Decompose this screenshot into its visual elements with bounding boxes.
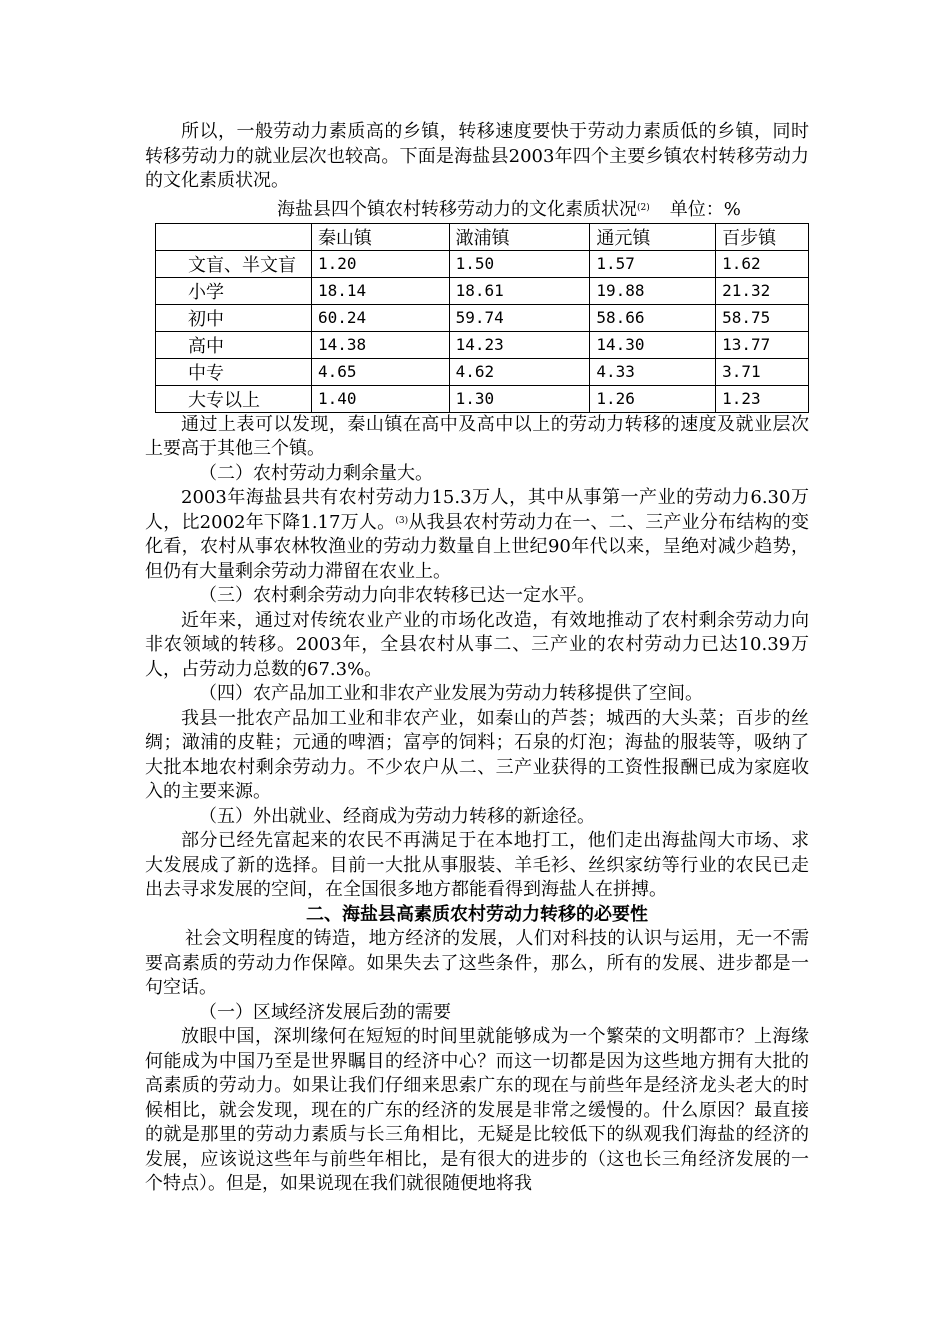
table-cell: 21.32 xyxy=(716,277,809,304)
section-5-title: （五）外出就业、经商成为劳动力转移的新途径。 xyxy=(199,805,595,827)
table-cell: 1.26 xyxy=(590,385,716,412)
table-row xyxy=(156,277,809,304)
table-cell: 1.57 xyxy=(590,250,716,277)
section-2-body-part-a: 2003年海盐县共有农村劳动力15.3万人，其中从事第一产业的劳动力6.30万人，比2002年下降1.17万人。 xyxy=(145,487,809,533)
row-label: 文盲、半文盲 xyxy=(156,250,312,277)
table-cell: 4.62 xyxy=(449,358,590,385)
table-cell: 1.62 xyxy=(716,250,809,277)
table-row xyxy=(156,358,809,385)
table-conclusion-paragraph: 通过上表可以发现，秦山镇在高中及高中以上的劳动力转移的速度及就业层次上要高于其他三个镇。 xyxy=(145,413,809,459)
table-cell: 1.23 xyxy=(716,385,809,412)
footnote-marker: (3) xyxy=(395,515,409,526)
section-2-body-part-b: 从我县农村劳动力在一、二、三产业分布结构的变化看，农村从事农林牧渔业的劳动力数量自上世纪90年代以来，呈绝对减少趋势，但仍有大量剩余劳动力滞留在农业上。 xyxy=(145,511,809,582)
section-2-body xyxy=(145,486,809,584)
table-header-row xyxy=(156,223,809,250)
table-cell: 14.23 xyxy=(449,331,590,358)
table-row xyxy=(156,304,809,331)
table-cell: 1.50 xyxy=(449,250,590,277)
table-cell: 19.88 xyxy=(590,277,716,304)
section-5-body: 部分已经先富起来的农民不再满足于在本地打工，他们走出海盐闯大市场、求大发展成了新的选择。目前一大批从事服装、羊毛衫、丝织家纺等行业的农民已走出去寻求发展的空间，在全国很多地方都能看得到海盐人在拼搏。 xyxy=(145,830,809,900)
table-cell: 4.65 xyxy=(311,358,449,385)
row-label: 初中 xyxy=(156,304,312,331)
table-cell: 18.14 xyxy=(311,277,449,304)
section-4-body: 我县一批农产品加工业和非农产业，如秦山的芦荟；城西的大头菜；百步的丝绸；澉浦的皮鞋；元通的啤酒；富亭的饲料；石泉的灯泡；海盐的服装等，吸纳了大批本地农村剩余劳动力。不少农户从二、三产业获得的工资性报酬已成为家庭收入的主要来源。 xyxy=(145,707,809,802)
col-header: 通元镇 xyxy=(590,223,716,250)
table-cell: 58.75 xyxy=(716,304,809,331)
col-header: 百步镇 xyxy=(716,223,809,250)
table-cell: 4.33 xyxy=(590,358,716,385)
table-cell: 14.38 xyxy=(311,331,449,358)
table-corner-cell xyxy=(156,223,312,250)
col-header: 秦山镇 xyxy=(311,223,449,250)
col-header: 澉浦镇 xyxy=(449,223,590,250)
row-label: 中专 xyxy=(156,358,312,385)
table-cell: 1.30 xyxy=(449,385,590,412)
row-label: 大专以上 xyxy=(156,385,312,412)
table-cell: 59.74 xyxy=(449,304,590,331)
part-2-intro: 社会文明程度的铸造，地方经济的发展，人们对科技的认识与运用，无一不需要高素质的劳动力作保障。如果失去了这些条件，那么，所有的发展、进步都是一句空话。 xyxy=(145,928,809,998)
part-2-sub1-title: （一）区域经济发展后劲的需要 xyxy=(199,1001,451,1023)
table-cell: 60.24 xyxy=(311,304,449,331)
table-cell: 13.77 xyxy=(716,331,809,358)
table-cell: 18.61 xyxy=(449,277,590,304)
table-row xyxy=(156,250,809,277)
intro-paragraph: 所以，一般劳动力素质高的乡镇，转移速度要快于劳动力素质低的乡镇，同时转移劳动力的就业层次也较高。下面是海盐县2003年四个主要乡镇农村转移劳动力的文化素质状况。 xyxy=(145,121,809,191)
table-row xyxy=(156,331,809,358)
part-2-sub1-body: 放眼中国，深圳缘何在短短的时间里就能够成为一个繁荣的文明都市？上海缘何能成为中国乃至是世界瞩目的经济中心？而这一切都是因为这些地方拥有大批的高素质的劳动力。如果让我们仔细来思索广东的现在与前些年是经济龙头老大的时候相比，就会发现，现在的广东的经济的发展是非常之缓慢的。什么原因？最直接的就是那里的劳动力素质与长三角相比，无疑是比较低下的纵观我们海盐的经济的发展，应该说这些年与前些年相比，是有很大的进步的（这也长三角经济发展的一个特点）。但是，如果说现在我们就很随便地将我 xyxy=(145,1026,809,1194)
document-body xyxy=(145,120,809,1197)
section-3-title: （三）农村剩余劳动力向非农转移已达一定水平。 xyxy=(199,585,595,606)
table-cell: 1.40 xyxy=(311,385,449,412)
section-4-title: （四）农产品加工业和非农产业发展为劳动力转移提供了空间。 xyxy=(199,683,703,704)
section-2-title: （二）农村劳动力剩余量大。 xyxy=(199,462,433,484)
section-3-body: 近年来，通过对传统农业产业的市场化改造，有效地推动了农村剩余劳动力向非农领域的转移。2003年，全县农村从事二、三产业的农村劳动力已达10.39万人，占劳动力总数的67.3%。 xyxy=(145,609,809,680)
literacy-table xyxy=(155,223,809,413)
table-footnote-marker: (2) xyxy=(637,202,650,213)
table-cell: 58.66 xyxy=(590,304,716,331)
table-row xyxy=(156,385,809,412)
part-2-heading: 二、海盐县高素质农村劳动力转移的必要性 xyxy=(306,903,648,925)
table-cell: 14.30 xyxy=(590,331,716,358)
table-caption-text: 海盐县四个镇农村转移劳动力的文化素质状况 xyxy=(277,198,637,220)
row-label: 小学 xyxy=(156,277,312,304)
table-cell: 1.20 xyxy=(311,250,449,277)
table-unit: 单位：% xyxy=(669,198,741,220)
row-label: 高中 xyxy=(156,331,312,358)
table-caption xyxy=(145,198,809,222)
table-cell: 3.71 xyxy=(716,358,809,385)
